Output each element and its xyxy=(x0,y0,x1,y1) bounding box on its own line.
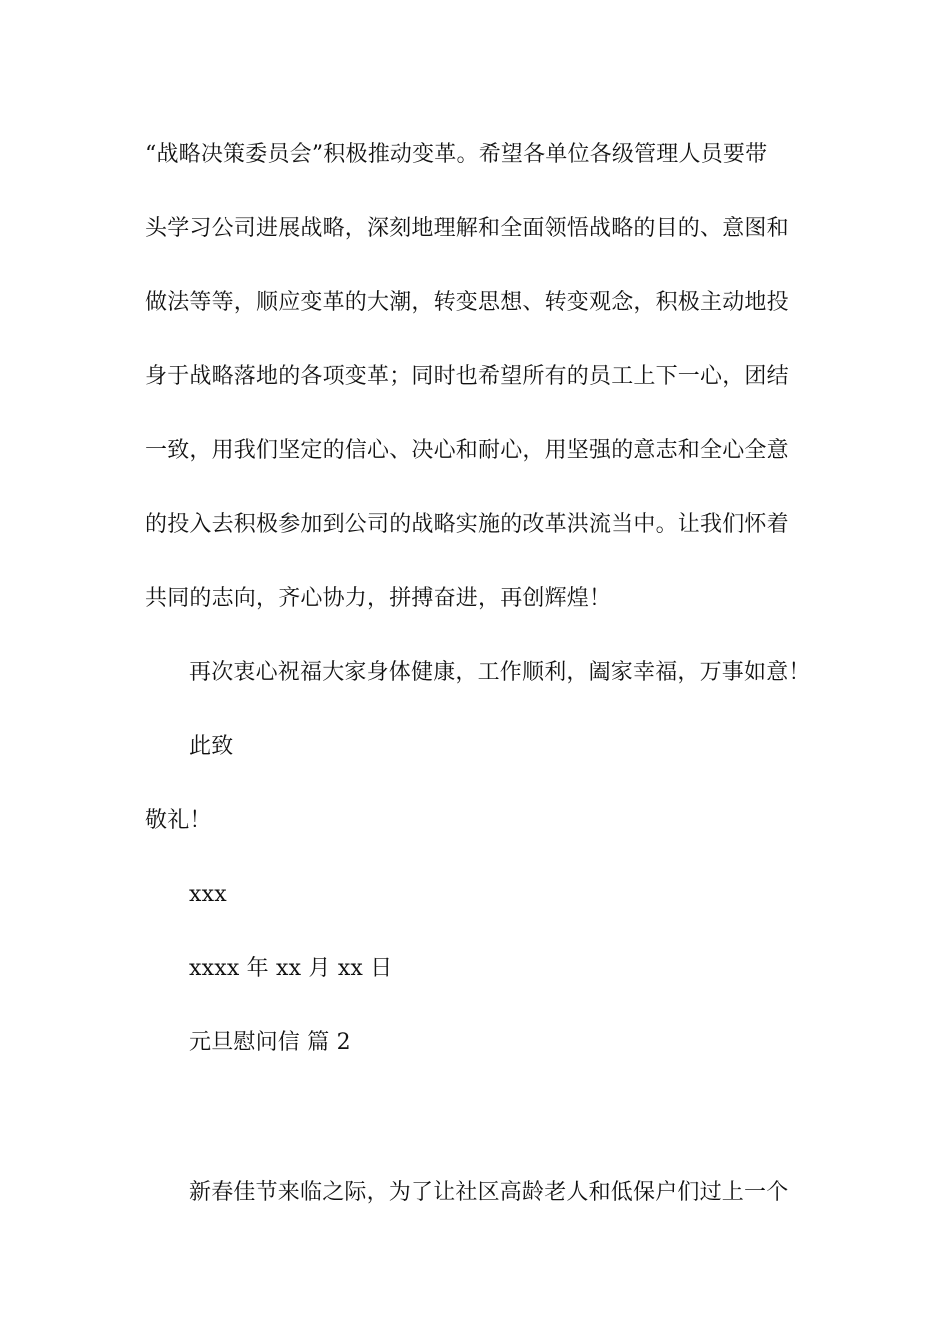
paragraph-line-3: 做法等等，顺应变革的大潮，转变思想、转变观念，积极主动地投 xyxy=(145,290,789,315)
signature: xxx xyxy=(189,882,227,907)
paragraph-line-6: 的投入去积极参加到公司的战略实施的改革洪流当中。让我们怀着 xyxy=(145,512,789,537)
paragraph-line-1: “战略决策委员会”积极推动变革。希望各单位各级管理人员要带 xyxy=(145,142,768,167)
blessing-line: 再次衷心祝福大家身体健康，工作顺利，阖家幸福，万事如意！ xyxy=(189,660,811,685)
date-line: xxxx 年 xx 月 xx 日 xyxy=(189,956,393,981)
paragraph-line-5: 一致，用我们坚定的信心、决心和耐心，用坚强的意志和全心全意 xyxy=(145,438,789,463)
closing-respect: 敬礼！ xyxy=(145,808,212,833)
paragraph-line-7: 共同的志向，齐心协力，拼搏奋进，再创辉煌！ xyxy=(145,586,612,611)
paragraph-line-4: 身于战略落地的各项变革；同时也希望所有的员工上下一心，团结 xyxy=(145,364,789,389)
section-heading: 元旦慰问信 篇 2 xyxy=(189,1030,351,1055)
closing-salutation: 此致 xyxy=(189,734,234,759)
paragraph-line-2: 头学习公司进展战略，深刻地理解和全面领悟战略的目的、意图和 xyxy=(145,216,789,241)
paragraph2-line-1: 新春佳节来临之际，为了让社区高龄老人和低保户们过上一个 xyxy=(189,1180,789,1205)
